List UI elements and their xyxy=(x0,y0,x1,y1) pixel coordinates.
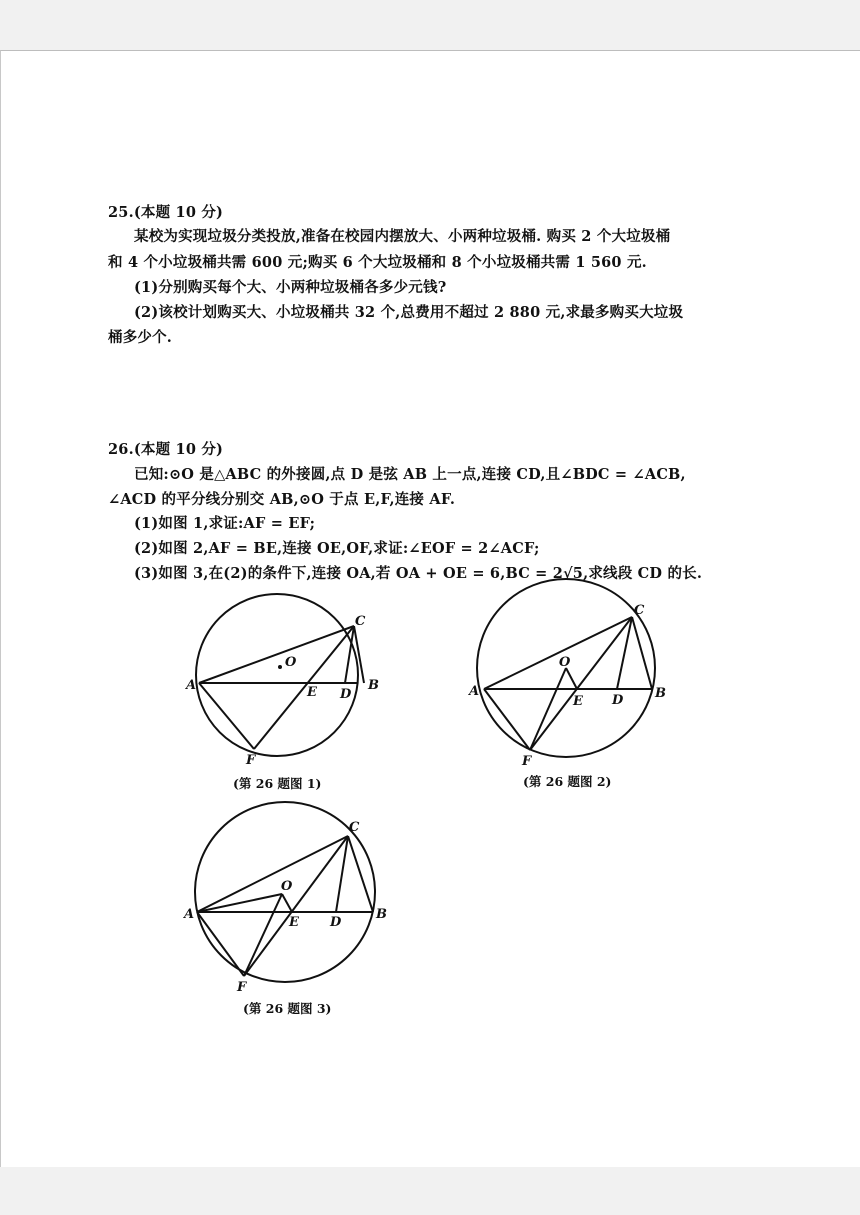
point-d-label: D xyxy=(612,693,624,708)
segment-cb xyxy=(348,836,373,912)
q26-text-line-2: ∠ACD 的平分线分别交 AB,⊙O 于点 E,F,连接 AF. xyxy=(108,491,456,508)
q26-part-1: (1)如图 1,求证:AF = EF; xyxy=(134,515,316,532)
point-o-label: O xyxy=(285,655,297,670)
q25-part-1: (1)分别购买每个大、小两种垃圾桶各多少元钱? xyxy=(134,279,447,296)
point-o-label: O xyxy=(281,879,293,894)
point-f-label: F xyxy=(237,980,247,995)
figure-3 xyxy=(178,810,398,1000)
figure-3-caption: (第 26 题图 3) xyxy=(243,1001,332,1016)
point-f-label: F xyxy=(246,753,256,768)
segment-of xyxy=(244,894,282,976)
q25-part-2: (2)该校计划购买大、小垃圾桶共 32 个,总费用不超过 2 880 元,求最多购买大垃圾 xyxy=(134,304,684,321)
segment-af xyxy=(197,912,244,976)
segment-af xyxy=(484,689,530,750)
point-e-label: E xyxy=(307,685,317,700)
point-c-label: C xyxy=(355,614,366,629)
q25-heading: 25.(本题 10 分) xyxy=(108,204,224,221)
q26-heading: 26.(本题 10 分) xyxy=(108,441,224,458)
point-a-label: A xyxy=(184,907,195,922)
center-dot xyxy=(278,665,282,669)
segment-ac xyxy=(484,617,632,689)
point-b-label: B xyxy=(376,907,387,922)
point-o-label: O xyxy=(559,655,571,670)
segment-cb xyxy=(632,617,652,689)
point-d-label: D xyxy=(330,915,342,930)
q26-part-3: (3)如图 3,在(2)的条件下,连接 OA,若 OA + OE = 6,BC = 2√5,求线段 CD 的长. xyxy=(134,565,703,582)
q25-text-line-1: 某校为实现垃圾分类投放,准备在校园内摆放大、小两种垃圾桶. 购买 2 个大垃圾桶 xyxy=(134,228,671,245)
segment-oa xyxy=(197,894,282,912)
point-e-label: E xyxy=(289,915,299,930)
segment-cf xyxy=(530,617,632,750)
figure-2 xyxy=(466,584,686,774)
figure-1-diagram xyxy=(180,588,400,778)
q26-part-2: (2)如图 2,AF = BE,连接 OE,OF,求证:∠EOF = 2∠ACF; xyxy=(134,540,540,557)
point-e-label: E xyxy=(573,694,583,709)
point-b-label: B xyxy=(368,678,379,693)
figure-3-diagram xyxy=(178,810,398,1000)
point-a-label: A xyxy=(469,684,480,699)
q25-part-2-cont: 桶多少个. xyxy=(108,329,173,346)
q26-text-line-1: 已知:⊙O 是△ABC 的外接圆,点 D 是弦 AB 上一点,连接 CD,且∠BDC = ∠ACB, xyxy=(134,466,686,483)
segment-oe xyxy=(282,894,292,912)
segment-ac xyxy=(197,836,348,912)
segment-cd xyxy=(336,836,348,912)
point-b-label: B xyxy=(655,686,666,701)
figure-1-caption: (第 26 题图 1) xyxy=(233,776,322,791)
segment-cf xyxy=(244,836,348,976)
q25-text-line-2: 和 4 个小垃圾桶共需 600 元;购买 6 个大垃圾桶和 8 个小垃圾桶共需 1 560 元. xyxy=(108,254,647,271)
point-c-label: C xyxy=(634,603,645,618)
figure-2-diagram xyxy=(466,584,686,774)
point-d-label: D xyxy=(340,687,352,702)
point-f-label: F xyxy=(522,754,532,769)
figure-1 xyxy=(180,588,400,778)
point-c-label: C xyxy=(349,820,360,835)
point-a-label: A xyxy=(186,678,197,693)
figure-2-caption: (第 26 题图 2) xyxy=(523,774,612,789)
segment-oe xyxy=(566,668,577,689)
